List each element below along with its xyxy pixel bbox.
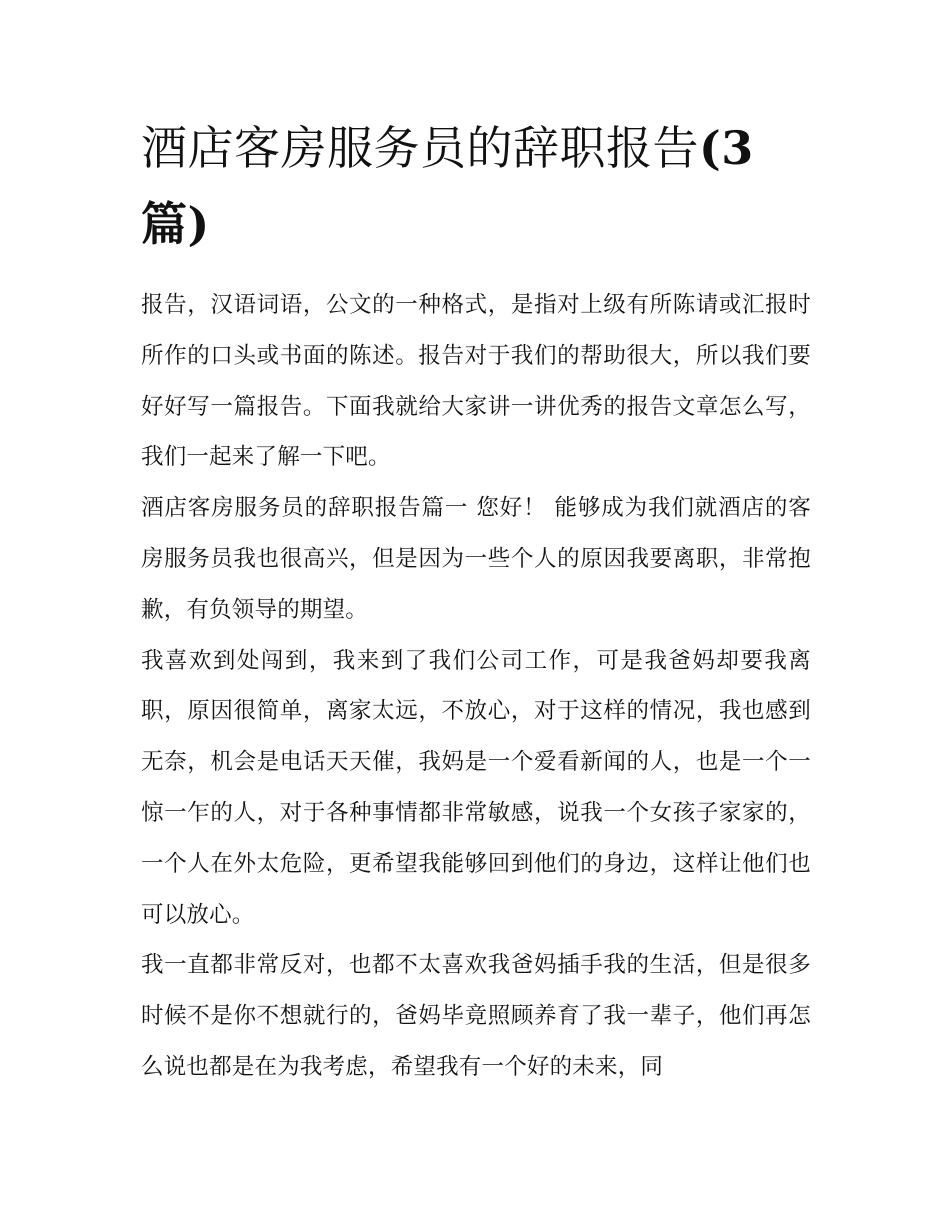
document-title [141, 110, 811, 262]
body-paragraph-1: 酒店客房服务员的辞职报告篇一 您好！ 能够成为我们就酒店的客房服务员我也很高兴，但是因为一些个人的原因我要离职，非常抱歉，有负领导的期望。 [141, 495, 811, 623]
document-page [141, 110, 811, 1093]
title-text: 酒店客房服务员的辞职报告 [141, 121, 699, 175]
intro-paragraph: 报告，汉语词语，公文的一种格式，是指对上级有所陈请或汇报时所作的口头或书面的陈述。报告对于我们的帮助很大，所以我们要好好写一篇报告。下面我就给大家讲一讲优秀的报告文章怎么写，我们一起来了解一下吧。 [141, 292, 811, 471]
body-paragraph-3: 我一直都非常反对，也都不太喜欢我爸妈插手我的生活，但是很多时候不是你不想就行的，爸妈毕竟照顾养育了我一辈子，他们再怎么说也都是在为我考虑，希望我有一个好的未来，同 [141, 952, 811, 1080]
body-paragraph-2: 我喜欢到处闯到，我来到了我们公司工作，可是我爸妈却要我离职，原因很简单，离家太远，不放心，对于这样的情况，我也感到无奈，机会是电话天天催，我妈是一个爱看新闻的人，也是一个一惊一乍的人，对于各种事情都非常敏感，说我一个女孩子家家的，一个人在外太危险，更希望我能够回到他们的身边，这样让他们也可以放心。 [141, 647, 811, 928]
title-suffix: (3篇) [141, 121, 754, 251]
